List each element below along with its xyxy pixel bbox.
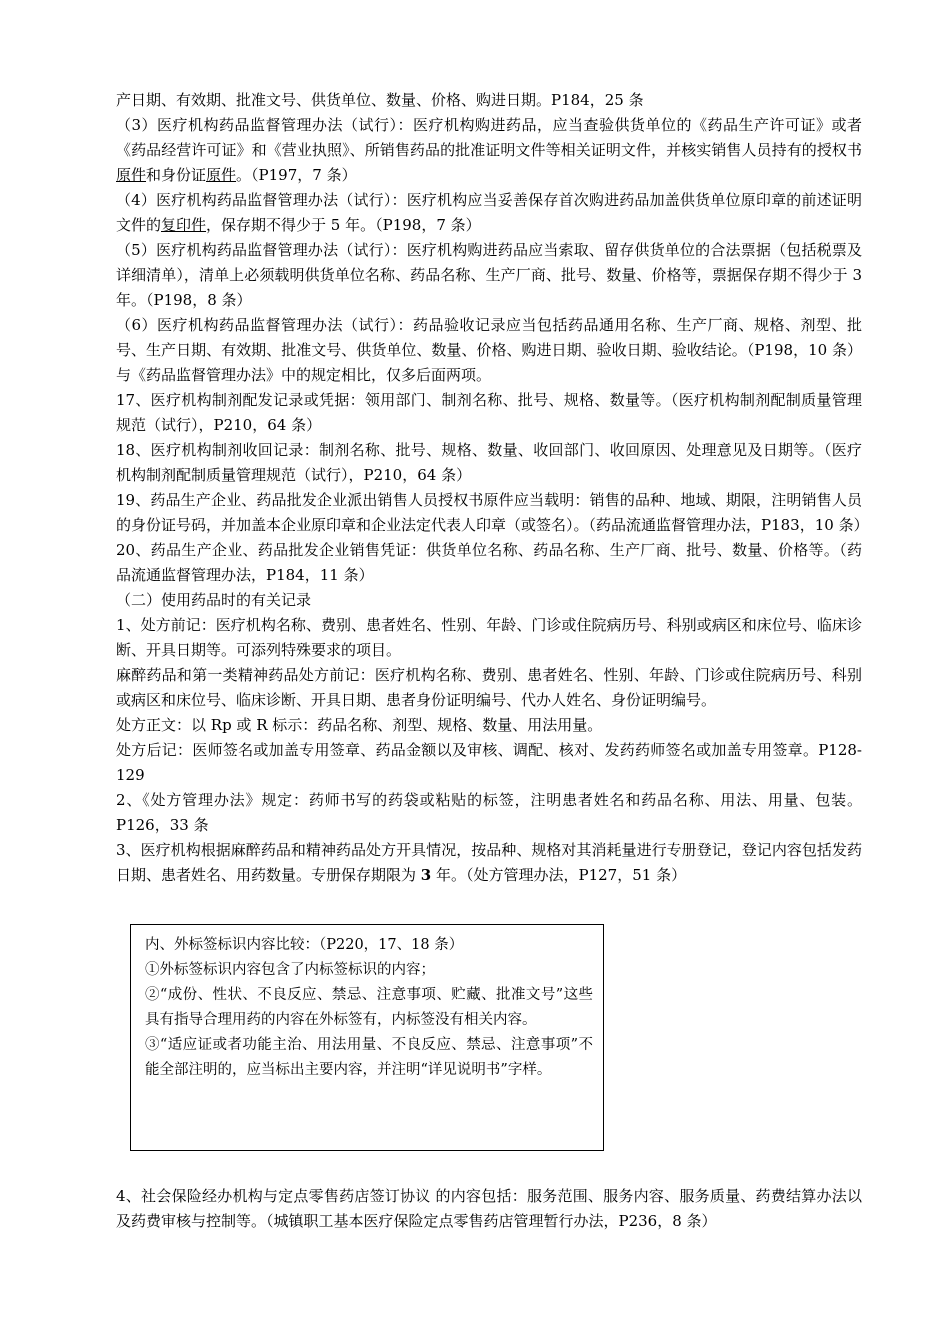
- paragraph-register: 3、医疗机构根据麻醉药品和精神药品处方开具情况，按品种、规格对其消耗量进行专册登记，登记内容包括发药日期、患者姓名、用药数量。专册保存期限为 3 年。（处方管理办法，P127，51 条）: [116, 841, 862, 884]
- paragraph-18: 18、医疗机构制剂收回记录：制剂名称、批号、规格、数量、收回部门、收回原因、处理意见及日期等。（医疗机构制剂配制质量管理规范（试行），P210，64 条）: [116, 441, 862, 484]
- document-body: [116, 88, 869, 888]
- paragraph-prescription-back: 处方后记：医师签名或加盖专用签章、药品金额以及审核、调配、核对、发药药师签名或加盖专用签章。P128-129: [116, 741, 862, 784]
- box-item-3: ③“适应证或者功能主治、用法用量、不良反应、禁忌、注意事项”不能全部注明的，应当标出主要内容，并注明“详见说明书”字样。: [145, 1037, 593, 1078]
- paragraph-narcotic-front: 麻醉药品和第一类精神药品处方前记：医疗机构名称、费别、患者姓名、性别、年龄、门诊或住院病历号、科别或病区和床位号、临床诊断、开具日期、患者身份证明编号、代办人姓名、身份证明编号。: [116, 666, 862, 709]
- paragraph-insurance: 4、社会保险经办机构与定点零售药店签订协议 的内容包括：服务范围、服务内容、服务质量、药费结算办法以及药费审核与控制等。（城镇职工基本医疗保险定点零售药店管理暂行办法，P236，8 条）: [116, 1187, 862, 1230]
- box-title: 内、外标签标识内容比较：（P220，17、18 条）: [145, 937, 464, 953]
- comparison-box: [130, 924, 604, 1151]
- paragraph-0: 产日期、有效期、批准文号、供货单位、数量、价格、购进日期。P184，25 条: [116, 91, 644, 109]
- paragraph-3: （3）医疗机构药品监督管理办法（试行）：医疗机构购进药品，应当查验供货单位的《药品生产许可证》或者《药品经营许可证》和《营业执照》、所销售药品的批准证明文件等相关证明文件，并核实销售人员持有的授权书原件和身份证原件。（P197，7 条）: [116, 116, 862, 184]
- box-item-2: ②“成份、性状、不良反应、禁忌、注意事项、贮藏、批准文号”这些具有指导合理用药的内容在外标签有，内标签没有相关内容。: [145, 987, 593, 1028]
- paragraph-4: （4）医疗机构药品监督管理办法（试行）：医疗机构应当妥善保存首次购进药品加盖供货单位原印章的前述证明文件的复印件，保存期不得少于 5 年。（P198，7 条）: [116, 191, 862, 234]
- paragraph-6: （6）医疗机构药品监督管理办法（试行）：药品验收记录应当包括药品通用名称、生产厂商、规格、剂型、批号、生产日期、有效期、批准文号、供货单位、数量、价格、购进日期、验收日期、验收结论。（P198，10 条）与《药品监督管理办法》中的规定相比，仅多后面两项。: [116, 316, 862, 384]
- footer-paragraph-block: [116, 1184, 862, 1234]
- paragraph-17: 17、医疗机构制剂配发记录或凭据：领用部门、制剂名称、批号、规格、数量等。（医疗机构制剂配制质量管理规范（试行），P210，64 条）: [116, 391, 862, 434]
- paragraph-19: 19、药品生产企业、药品批发企业派出销售人员授权书原件应当载明：销售的品种、地域、期限，注明销售人员的身份证号码，并加盖本企业原印章和企业法定代表人印章（或签名）。（药品流通监督管理办法，P183，10 条）: [116, 491, 869, 534]
- paragraph-prescription-body: 处方正文：以 Rp 或 R 标示：药品名称、剂型、规格、数量、用法用量。: [116, 716, 603, 734]
- box-item-1: ①外标签标识内容包含了内标签标识的内容；: [145, 962, 435, 978]
- section-heading: （二）使用药品时的有关记录: [116, 591, 312, 609]
- paragraph-20: 20、药品生产企业、药品批发企业销售凭证：供货单位名称、药品名称、生产厂商、批号、数量、价格等。（药品流通监督管理办法，P184，11 条）: [116, 541, 862, 584]
- paragraph-5: （5）医疗机构药品监督管理办法（试行）：医疗机构购进药品应当索取、留存供货单位的合法票据（包括税票及详细清单），清单上必须载明供货单位名称、药品名称、生产厂商、批号、数量、价格等，票据保存期不得少于 3 年。（P198，8 条）: [116, 241, 862, 309]
- paragraph-prescription-front: 1、处方前记：医疗机构名称、费别、患者姓名、性别、年龄、门诊或住院病历号、科别或病区和床位号、临床诊断、开具日期等。可添列特殊要求的项目。: [116, 616, 862, 659]
- paragraph-label-rule: 2、《处方管理办法》规定：药师书写的药袋或粘贴的标签，注明患者姓名和药品名称、用法、用量、包装。P126，33 条: [116, 791, 862, 834]
